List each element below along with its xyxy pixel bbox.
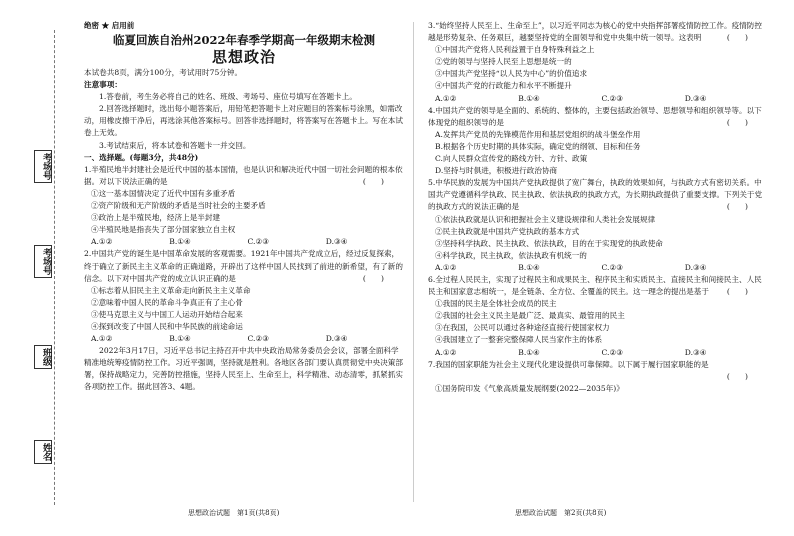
option: ①依法执政就是认识和把握社会主义建设规律和人类社会发展规律 [435, 214, 656, 224]
choice-d: D.③④ [684, 93, 707, 103]
choice-d: D.③④ [325, 334, 348, 344]
page-1 [84, 20, 404, 394]
notice-heading: 注意事项： [84, 80, 122, 90]
option: ①这一基本国情决定了近代中国有多重矛盾 [91, 188, 236, 198]
option: ④中国共产党的行政能力和水平不断提升 [435, 81, 572, 91]
question-3 [428, 20, 768, 105]
choice-a: A.①② [91, 237, 113, 247]
exam-title: 临夏回族自治州2022年春季学期高一年级期末检测 [112, 33, 375, 48]
answer-paren: ( ) [362, 176, 384, 186]
choice-a: A.①② [435, 93, 457, 103]
option: A.发挥共产党员的先锋模范作用和基层党组织的战斗堡垒作用 [435, 129, 641, 139]
choice-b: B.①④ [169, 334, 191, 344]
page-2 [428, 20, 768, 395]
question-6 [428, 274, 768, 359]
option: ③坚持科学执政、民主执政、依法执政，目的在于实现党的执政使命 [435, 238, 663, 248]
option: ③中国共产党坚持“以人民为中心”的价值追求 [435, 69, 588, 79]
question-stem: 4.中国共产党的领导是全面的、系统的、整体的，主要包括政治领导、思想领导和组织领导等。以下体现党的组织领导的是 [428, 105, 762, 127]
choice-d: D.③④ [684, 262, 707, 272]
exam-info: 本试卷共8页，满分100分，考试用时75分钟。 [84, 68, 243, 78]
choice-c: C.②③ [601, 347, 624, 357]
choice-c: C.②③ [601, 262, 624, 272]
binding-name: 姓名 [34, 440, 52, 464]
answer-paren: ( ) [726, 202, 748, 212]
option: ①我国的民主是全体社会成员的民主 [435, 299, 557, 309]
option: ②民主执政就是中国共产党执政的基本方式 [435, 226, 580, 236]
page-divider [413, 22, 414, 502]
choices [84, 333, 404, 345]
question-stem: 3.“始终坚持人民至上、生命至上”，以习近平同志为核心的党中央指挥部署疫情防控工作。疫情防控越是形势复杂、任务艰巨，越要坚持党的全面领导和党中央集中统一领导。这表明 [428, 21, 762, 43]
section-heading: 一、选择题。(每题3分，共48分) [84, 152, 199, 162]
question-stem: 2.中国共产党的诞生是中国革命发展的客观需要。1921年中国共产党成立后，经过反复探索，终于确立了新民主主义革命的正确道路，开辟出了这样中国人民找到了前进的新希望，有了新的信念。以下对中国共产党的成立认识正确的是 [84, 249, 403, 283]
option: B.根据各个历史时期的具体实际，确定党的纲领、目标和任务 [435, 141, 641, 151]
choice-c: C.②③ [601, 93, 624, 103]
question-2 [84, 248, 404, 345]
answer-paren: ( ) [726, 33, 748, 43]
reading-passage: 2022年3月17日，习近平总书记主持召开中共中央政治局常务委员会会议，部署全面科学精准地统筹疫情防控工作。习近平强调，坚持就是胜利。各地区各部门要认真贯彻党中央决策部署，保持战略定力，完善防控措施，坚持人民至上、生命至上，科学精准、动态清零，抓紧抓实各项防控工作。据此回答3、4题。 [84, 346, 403, 392]
choices [428, 262, 768, 274]
choice-b: B.①④ [518, 262, 540, 272]
question-7 [428, 359, 768, 395]
answer-paren: ( ) [362, 273, 384, 283]
option: ①中国共产党将人民利益置于自身特殊利益之上 [435, 45, 595, 55]
option: ①标志着从旧民主主义革命走向新民主主义革命 [91, 285, 251, 295]
option: ②我国的社会主义民主是最广泛、最真实、最管用的民主 [435, 311, 625, 321]
answer-paren: ( ) [726, 287, 748, 297]
answer-paren: ( ) [726, 371, 748, 381]
choice-b: B.①④ [169, 237, 191, 247]
choice-a: A.①② [91, 334, 113, 344]
question-stem: 7.我国的国家职能为社会主义现代化建设提供可靠保障。以下属于履行国家职能的是 [428, 359, 709, 369]
option: ④半殖民地是指丧失了部分国家独立自主权 [91, 225, 236, 235]
choice-c: C.②③ [247, 237, 270, 247]
choice-d: D.③④ [684, 347, 707, 357]
answer-paren: ( ) [726, 117, 748, 127]
option: D.坚持与时俱进，积极进行政治协商 [435, 166, 558, 176]
option: C.向人民群众宣传党的路线方针、方针、政策 [435, 154, 588, 164]
option: ③使马克思主义与中国工人运动开始结合起来 [91, 309, 243, 319]
choice-d: D.③④ [325, 237, 348, 247]
question-stem: 6.全过程人民民主，实现了过程民主和成果民主、程序民主和实质民主、直接民主和间接民主、人民民主和国家意志相统一，是全链条、全方位、全覆盖的民主。这一理念的提出是基于 [428, 274, 762, 297]
option: ④我国建立了一整套完整保障人民当家作主的体系 [435, 335, 603, 345]
option: ③政治上是半殖民地，经济上是半封建 [91, 213, 221, 223]
option: ④探到改变了中国人民和中华民族的前途命运 [91, 321, 243, 331]
question-stem: 1.半殖民地半封建社会是近代中国的基本国情，也是认识和解决近代中国一切社会问题的根本依据。对以下说法正确的是 [84, 164, 403, 186]
option: ②意味着中国人民的革命斗争真正有了主心骨 [91, 297, 243, 307]
question-4 [428, 105, 768, 178]
choice-a: A.①② [435, 347, 457, 357]
binding-exam-room-2: 考场号 [34, 245, 52, 278]
page-2-footer: 思想政治试题 第2页(共8页) [515, 509, 607, 517]
choice-b: B.①④ [518, 347, 540, 357]
notice-1: 1.答卷前，考生务必将自己的姓名、班级、考场号、座位号填写在答题卡上。 [99, 92, 357, 102]
option: ②党的领导与坚持人民至上思想是统一的 [435, 57, 572, 67]
choice-a: A.①② [435, 262, 457, 272]
choice-c: C.②③ [247, 334, 270, 344]
option: ④科学执政，民主执政，依法执政有机统一的 [435, 250, 587, 260]
option: ③在我国，公民可以通过各种途径直接行使国家权力 [435, 323, 610, 333]
binding-class: 班级 [34, 345, 52, 369]
binding-margin [30, 30, 55, 505]
option: ①国务院印发《气象高质量发展纲要(2022—2035年)》 [435, 383, 624, 393]
question-1 [84, 164, 404, 249]
choice-b: B.①④ [518, 93, 540, 103]
secret-label: 绝密 ★ 启用前 [84, 21, 135, 30]
question-5 [428, 177, 768, 274]
question-stem: 5.中华民族的发展为中国共产党执政提供了宽广舞台，执政的效果如何，与执政方式有密切关系。中国共产党遵循科学执政、民主执政、依法执政的执政方式，为长期执政提供了重要支撑。下列关于党的执政方式的说法正确的是 [428, 178, 763, 212]
binding-exam-room: 考场号 [34, 150, 52, 183]
subject-title: 思想政治 [211, 48, 276, 67]
notice-2: 2.回答选择题时，选出每小题答案后，用铅笔把答题卡上对应题目的答案标号涂黑，如需改动，用橡皮擦干净后，再选涂其他答案标号。回答非选择题时，将答案写在答题卡上。写在本试卷上无效。 [84, 104, 403, 138]
choices [428, 93, 768, 105]
choices [428, 347, 768, 359]
notice-3: 3.考试结束后，将本试卷和答题卡一并交回。 [99, 140, 251, 150]
choices [84, 236, 404, 248]
page-1-footer: 思想政治试题 第1页(共8页) [188, 509, 280, 517]
option: ②资产阶级和无产阶级的矛盾是当时社会的主要矛盾 [91, 201, 266, 211]
